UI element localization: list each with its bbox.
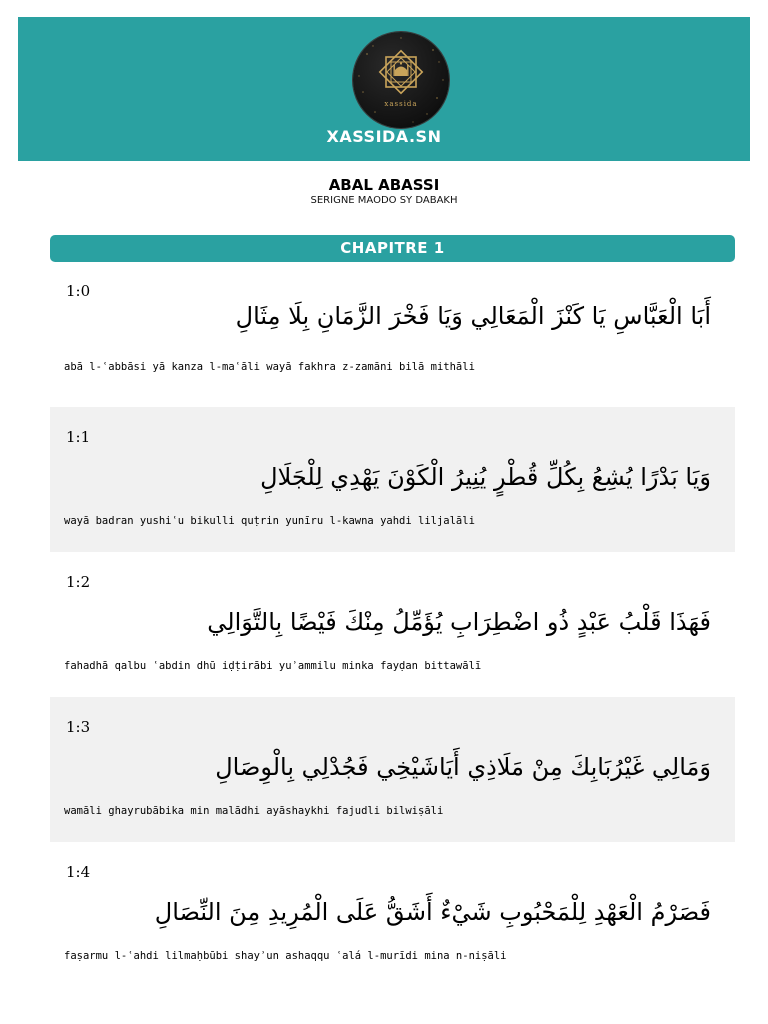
verse-number: 1:4: [66, 863, 91, 881]
verse-transliteration: faṣarmu l-ʿahdi lilmaḥbūbi shayʾun ashaqqu ʿalá l-murīdi mina n-niṣāli: [64, 950, 507, 962]
verse-block: [50, 842, 735, 987]
verse-transliteration: abā l-ʿabbāsi yā kanza l-maʿāli wayā fakhra z-zamāni bilā mithāli: [64, 361, 475, 373]
site-header: [18, 17, 750, 161]
verse-block: [50, 407, 735, 552]
verse-number: 1:1: [66, 428, 91, 446]
verse-block: [50, 272, 735, 392]
verse-number: 1:0: [66, 282, 91, 300]
verse-number: 1:3: [66, 718, 91, 736]
verse-transliteration: wayā badran yushiʿu bikulli quṭrin yunīru l-kawna yahdi liljalāli: [64, 515, 475, 527]
verse-arabic: وَيَا بَدْرًا يُشِعُ بِكُلِّ قُطْرٍ يُنِيرُ الْكَوْنَ يَهْدِي لِلْجَلَالِ: [260, 463, 711, 491]
verse-block: [50, 552, 735, 697]
verse-transliteration: fahadhā qalbu ʿabdin dhū iḍṭirābi yuʾammilu minka fayḍan bittawālī: [64, 660, 482, 672]
verse-number: 1:2: [66, 573, 91, 591]
site-name[interactable]: XASSIDA.SN: [326, 127, 442, 146]
verse-transliteration: wamāli ghayrubābika min malādhi ayāshaykhi fajudli bilwiṣāli: [64, 805, 444, 817]
document-title: ABAL ABASSI: [328, 176, 440, 194]
logo-wordmark: xassida: [384, 100, 418, 108]
document-author: SERIGNE MAODO SY DABAKH: [310, 195, 458, 206]
verse-block: [50, 697, 735, 842]
octagram-icon: [353, 32, 449, 128]
verse-arabic: وَمَالِي غَيْرُبَابِكَ مِنْ مَلَاذِي أَيَاشَيْخِي فَجُدْلِي بِالْوِصَالِ: [215, 753, 711, 781]
chapter-heading: CHAPITRE 1: [50, 235, 735, 262]
verse-arabic: فَصَرْمُ الْعَهْدِ لِلْمَحْبُوبِ شَيْءٌ أَشَقُّ عَلَى الْمُرِيدِ مِنَ النِّصَالِ: [154, 898, 711, 926]
verse-arabic: فَهَذَا قَلْبُ عَبْدٍ ذُو اضْطِرَابِ يُؤَمِّلُ مِنْكَ فَيْضًا بِالتَّوَالِي: [207, 608, 711, 636]
verse-arabic: أَبَا الْعَبَّاسِ يَا كَنْزَ الْمَعَالِي وَيَا فَخْرَ الزَّمَانِ بِلَا مِثَالِ: [235, 302, 711, 330]
site-logo[interactable]: [353, 32, 449, 128]
